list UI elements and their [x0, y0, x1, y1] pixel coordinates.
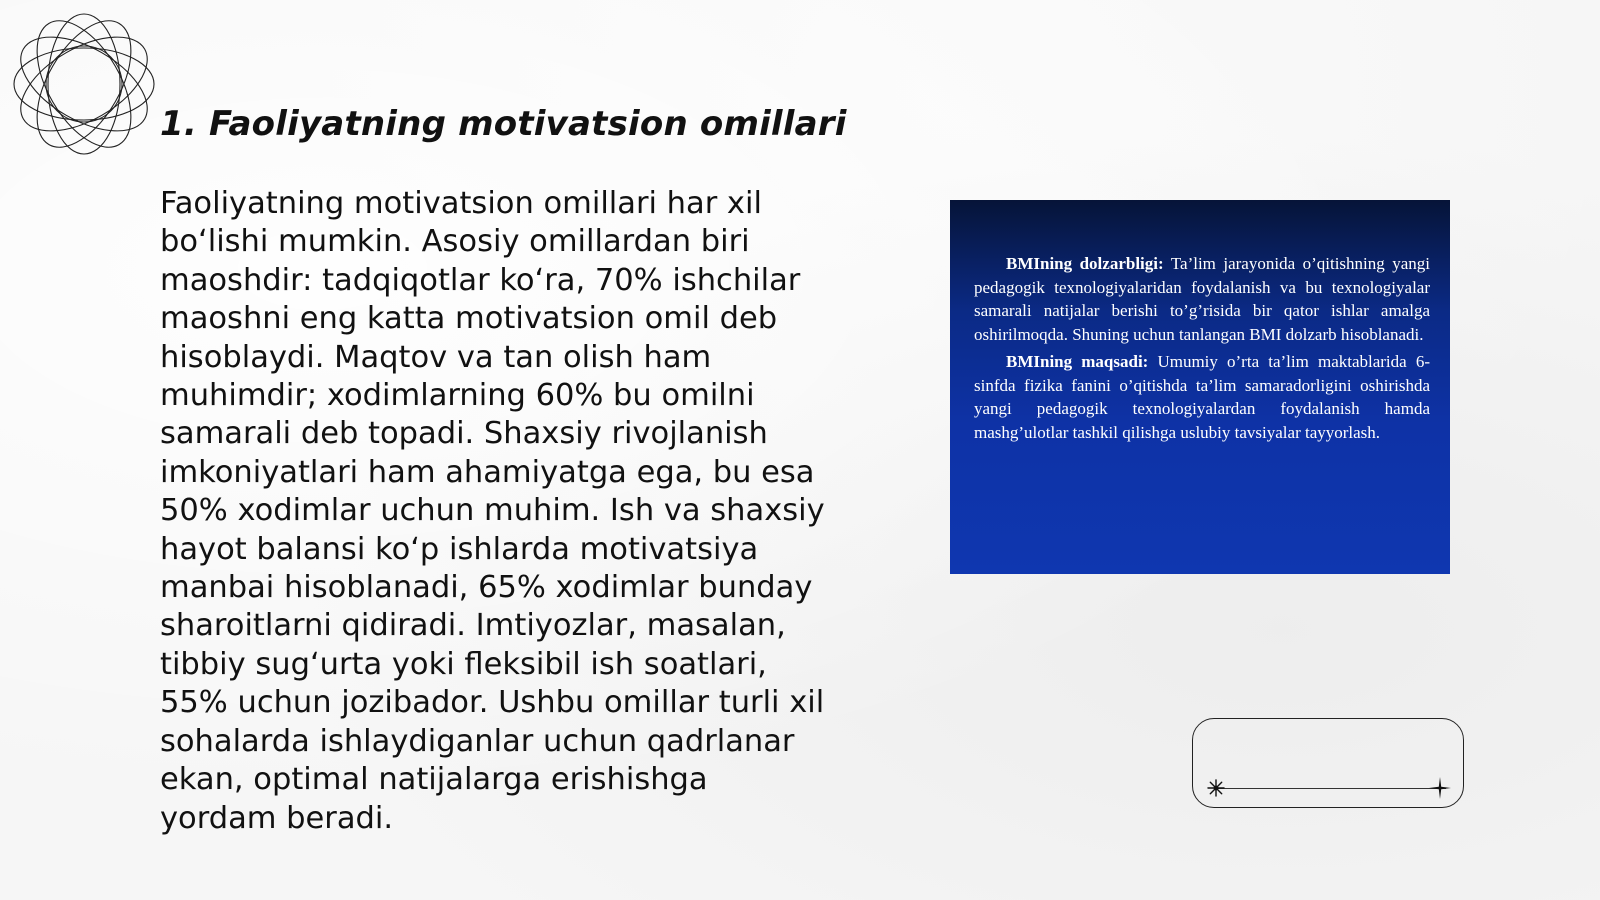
decorative-rounded-frame: [1192, 718, 1464, 808]
panel-paragraph-relevance-text: Ta’lim jarayonida o’qitishning yangi pedagogik texnologiyalaridan foydalanish va bu texnologiyalar samarali natijalar berishi to’g’risida bir qator ishlar amalga oshirilmoqda. Shuning uchun tanlangan BMI dolzarb hisoblanadi.: [974, 254, 1431, 344]
embedded-slide-image: [950, 200, 1450, 574]
panel-paragraph-goal: [974, 350, 1430, 444]
panel-paragraph-relevance-label: BMIning dolzarbligi:: [1006, 254, 1164, 273]
decorative-line: [1216, 788, 1446, 789]
slide-title: 1. Faoliyatning motivatsion omillari: [160, 104, 847, 144]
panel-paragraph-relevance: [974, 252, 1430, 346]
four-point-star-icon: [1428, 776, 1452, 800]
panel-paragraph-goal-text: Umumiy o’rta ta’lim maktablarida 6-sinfda fizika fanini o’qitishda ta’lim samaradorligini oshirishda yangi pedagogik texnologiyalardan foydalanish hamda mashg’ulotlar tashkil qilishga uslubiy tavsiyalar tayyorlash.: [974, 352, 1430, 442]
sparkle-star-icon: [1206, 778, 1226, 798]
panel-paragraph-goal-label: BMIning maqsadi:: [1006, 352, 1149, 371]
circular-orbit-ornament-icon: [10, 10, 158, 158]
slide-body-text: Faoliyatning motivatsion omillari har xil bo‘lishi mumkin. Asosiy omillardan biri maoshdir: tadqiqotlar ko‘ra, 70% ishchilar maoshni eng katta motivatsion omil deb hisoblaydi. Maqtov va tan olish ham muhimdir; xodimlarning 60% bu omilni samarali deb topadi. Shaxsiy rivojlanish imkoniyatlari ham ahamiyatga ega, bu esa 50% xodimlar uchun muhim. Ish va shaxsiy hayot balansi ko‘p ishlarda motivatsiya manbai hisoblanadi, 65% xodimlar bunday sharoitlarni qidiradi. Imtiyozlar, masalan, tibbiy sug‘urta yoki fleksibil ish soatlari, 55% uchun jozibador. Ushbu omillar turli xil sohalarda ishlaydiganlar uchun qadrlanar ekan, optimal natijalarga erishishga yordam beradi.: [160, 186, 825, 836]
